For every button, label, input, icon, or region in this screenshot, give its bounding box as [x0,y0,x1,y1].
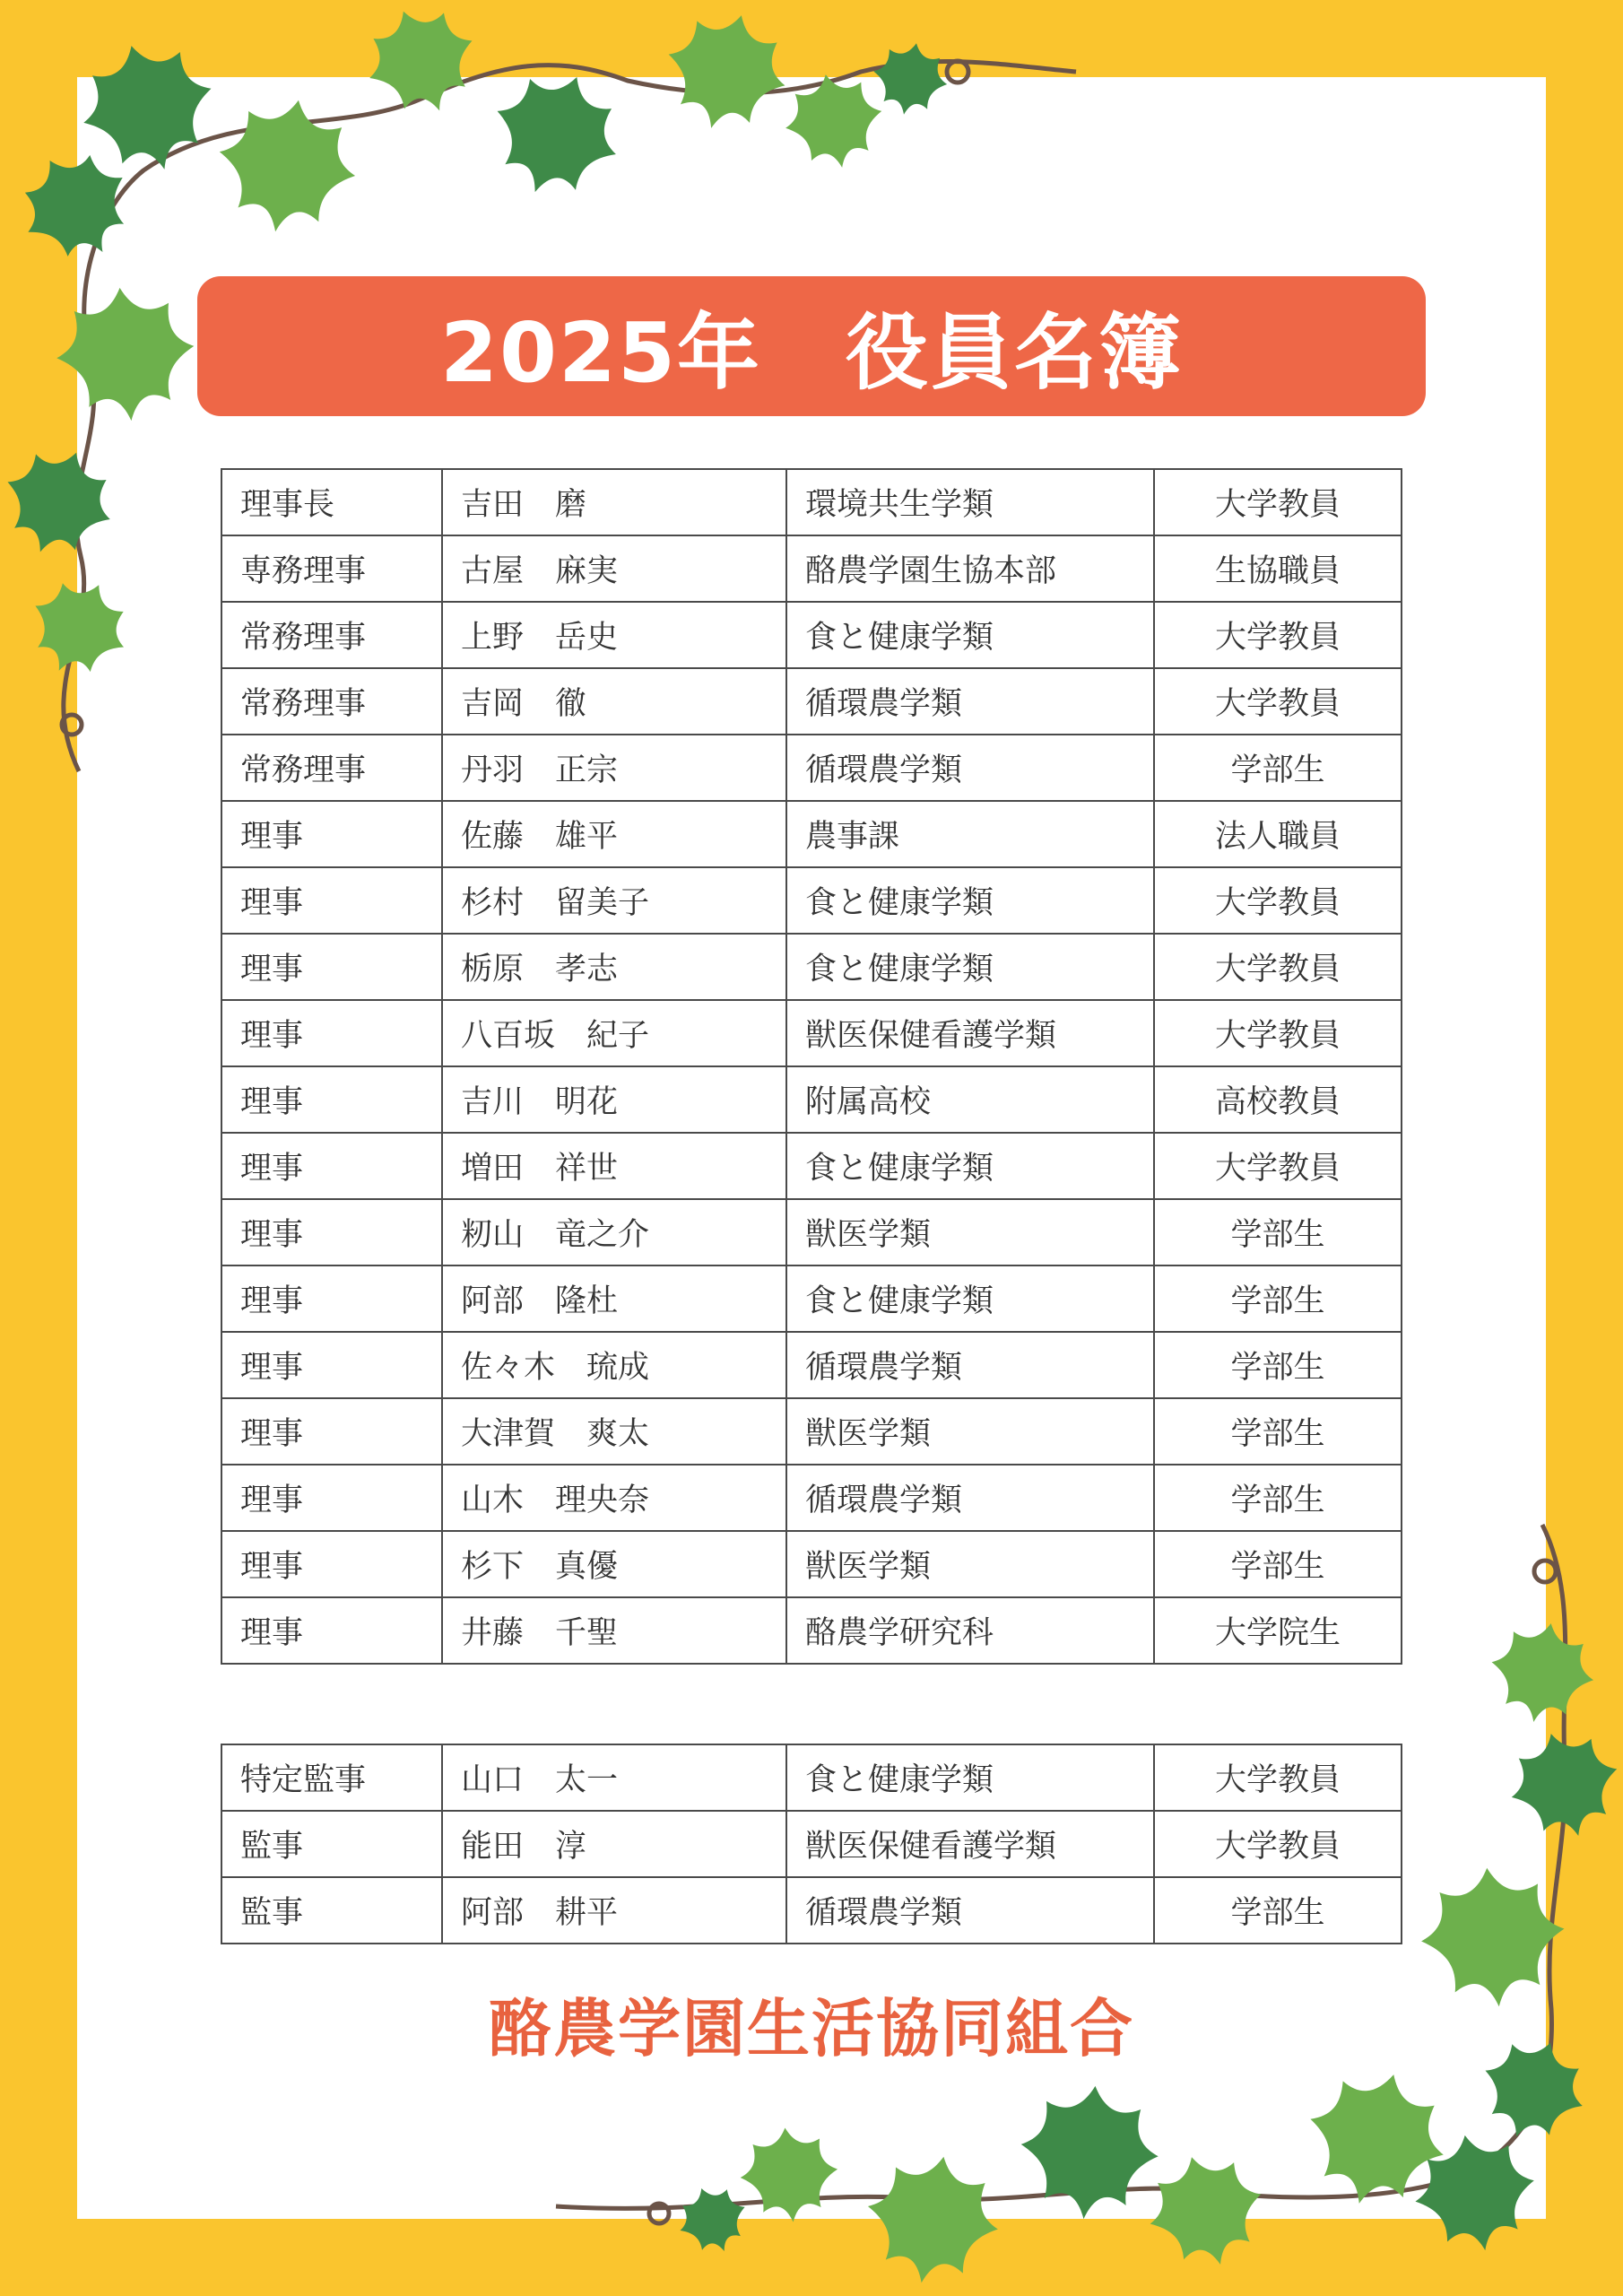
page-title: 2025年 役員名簿 [439,305,1184,401]
affiliation-cell: 食と健康学類 [786,1265,1154,1332]
role-cell: 特定監事 [221,1744,442,1811]
name-cell: 八百坂 紀子 [442,1000,786,1066]
name-cell: 増田 祥世 [442,1133,786,1199]
table-row [221,1531,1402,1597]
category-cell: 大学院生 [1154,1597,1402,1664]
name-cell: 山口 太一 [442,1744,786,1811]
affiliation-cell: 循環農学類 [786,668,1154,735]
category-cell: 大学教員 [1154,1000,1402,1066]
role-cell: 常務理事 [221,602,442,668]
role-cell: 理事 [221,1199,442,1265]
affiliation-cell: 獣医学類 [786,1531,1154,1597]
name-cell: 丹羽 正宗 [442,735,786,801]
affiliation-cell: 循環農学類 [786,735,1154,801]
category-cell: 大学教員 [1154,934,1402,1000]
organization-name: 酪農学園生活協同組合 [489,1992,1134,2066]
role-cell: 監事 [221,1811,442,1877]
table-row [221,735,1402,801]
name-cell: 杉下 真優 [442,1531,786,1597]
affiliation-cell: 獣医保健看護学類 [786,1000,1154,1066]
category-cell: 学部生 [1154,1877,1402,1944]
role-cell: 理事長 [221,469,442,535]
category-cell: 学部生 [1154,735,1402,801]
role-cell: 常務理事 [221,735,442,801]
category-cell: 大学教員 [1154,867,1402,934]
category-cell: 高校教員 [1154,1066,1402,1133]
category-cell: 生協職員 [1154,535,1402,602]
name-cell: 杉村 留美子 [442,867,786,934]
affiliation-cell: 食と健康学類 [786,867,1154,934]
role-cell: 理事 [221,1265,442,1332]
name-cell: 山木 理央奈 [442,1465,786,1531]
name-cell: 吉田 磨 [442,469,786,535]
table-row [221,1265,1402,1332]
table-row [221,668,1402,735]
name-cell: 吉川 明花 [442,1066,786,1133]
affiliation-cell: 附属高校 [786,1066,1154,1133]
table-row [221,1332,1402,1398]
name-cell: 古屋 麻実 [442,535,786,602]
affiliation-cell: 循環農学類 [786,1465,1154,1531]
table-row [221,1811,1402,1877]
table-row [221,801,1402,867]
role-cell: 監事 [221,1877,442,1944]
role-cell: 理事 [221,1531,442,1597]
name-cell: 阿部 耕平 [442,1877,786,1944]
table-row [221,469,1402,535]
role-cell: 常務理事 [221,668,442,735]
table-row [221,1199,1402,1265]
category-cell: 大学教員 [1154,602,1402,668]
role-cell: 理事 [221,1597,442,1664]
role-cell: 理事 [221,934,442,1000]
category-cell: 大学教員 [1154,1811,1402,1877]
affiliation-cell: 酪農学園生協本部 [786,535,1154,602]
table-row [221,1398,1402,1465]
affiliation-cell: 酪農学研究科 [786,1597,1154,1664]
affiliation-cell: 循環農学類 [786,1877,1154,1944]
category-cell: 学部生 [1154,1199,1402,1265]
affiliation-cell: 食と健康学類 [786,934,1154,1000]
role-cell: 理事 [221,867,442,934]
name-cell: 籾山 竜之介 [442,1199,786,1265]
affiliation-cell: 農事課 [786,801,1154,867]
table-row [221,1597,1402,1664]
table-row [221,934,1402,1000]
affiliation-cell: 獣医学類 [786,1199,1154,1265]
affiliation-cell: 獣医保健看護学類 [786,1811,1154,1877]
name-cell: 井藤 千聖 [442,1597,786,1664]
table-row [221,1465,1402,1531]
role-cell: 理事 [221,1066,442,1133]
category-cell: 大学教員 [1154,469,1402,535]
role-cell: 理事 [221,1000,442,1066]
category-cell: 学部生 [1154,1332,1402,1398]
affiliation-cell: 循環農学類 [786,1332,1154,1398]
affiliation-cell: 環境共生学類 [786,469,1154,535]
name-cell: 阿部 隆杜 [442,1265,786,1332]
category-cell: 学部生 [1154,1398,1402,1465]
name-cell: 上野 岳史 [442,602,786,668]
name-cell: 佐藤 雄平 [442,801,786,867]
affiliation-cell: 食と健康学類 [786,602,1154,668]
name-cell: 大津賀 爽太 [442,1398,786,1465]
role-cell: 理事 [221,1398,442,1465]
role-cell: 理事 [221,1465,442,1531]
table-row [221,1000,1402,1066]
category-cell: 大学教員 [1154,1133,1402,1199]
affiliation-cell: 食と健康学類 [786,1133,1154,1199]
affiliation-cell: 食と健康学類 [786,1744,1154,1811]
table-row [221,867,1402,934]
affiliation-cell: 獣医学類 [786,1398,1154,1465]
table-row [221,535,1402,602]
table-row [221,1066,1402,1133]
category-cell: 学部生 [1154,1465,1402,1531]
category-cell: 法人職員 [1154,801,1402,867]
name-cell: 栃原 孝志 [442,934,786,1000]
category-cell: 大学教員 [1154,668,1402,735]
role-cell: 理事 [221,1133,442,1199]
table-row [221,602,1402,668]
category-cell: 学部生 [1154,1531,1402,1597]
name-cell: 能田 淳 [442,1811,786,1877]
table-row [221,1133,1402,1199]
role-cell: 理事 [221,801,442,867]
board-table [221,468,1402,1665]
table-row [221,1744,1402,1811]
category-cell: 学部生 [1154,1265,1402,1332]
name-cell: 佐々木 琉成 [442,1332,786,1398]
title-banner [197,276,1426,416]
role-cell: 専務理事 [221,535,442,602]
category-cell: 大学教員 [1154,1744,1402,1811]
role-cell: 理事 [221,1332,442,1398]
name-cell: 吉岡 徹 [442,668,786,735]
table-row [221,1877,1402,1944]
auditor-table [221,1744,1402,1944]
